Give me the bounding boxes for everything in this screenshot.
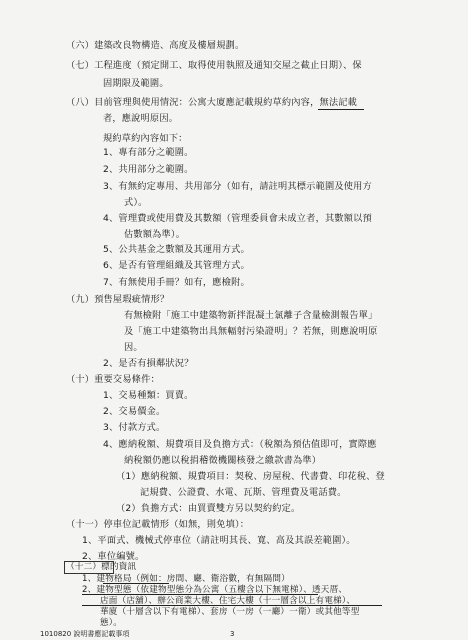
section-10-item-4-line-2: 納稅額仍應以稅捐稽徵機關核發之繳款書為準）: [124, 455, 322, 466]
bylaws-item-5: 5、公共基金之數額及其運用方式。: [103, 244, 250, 255]
section-12-item-2-line-1: 2、建物型態（依建物型態分為公寓（五樓含以下無電梯）、透天厝、: [82, 585, 348, 595]
section-11-heading: （十一）停車位記載情形（如無，則免填）：: [66, 519, 250, 530]
section-10-item-3: 3、付款方式。: [103, 422, 166, 433]
section-12-heading: （十二）標的資訊: [66, 562, 137, 572]
section-12-item-2-line-2: 店面（店舖）、辦公商業大樓、住宅大樓（十一層含以上有電梯）、: [100, 596, 356, 606]
section-9-item-1-line-2: 及「施工中建築物出具無輻射污染證明」？若無，則應說明原: [124, 326, 378, 337]
section-8-line-2: 者，應說明原因。: [103, 113, 179, 124]
bylaws-item-1: 1、專有部分之範圍。: [103, 147, 194, 158]
section-9-item-1-line-1: 有無檢附「施工中建築物新拌混凝土氯離子含量檢測報告單」: [124, 310, 378, 321]
underline-mark: [103, 583, 169, 584]
section-12-item-1: 1、建物格局（例如：房間、廳、衛浴數，有無隔間）: [82, 574, 290, 584]
bylaws-item-4-line-2: 估數額為準）。: [124, 229, 186, 240]
section-10-item-4-line-1: 4、應納稅額、規費項目及負擔方式：（稅額為預估值即可，實際應: [103, 439, 377, 450]
highlight-box: [64, 561, 114, 574]
bylaws-item-4-line-1: 4、管理費或使用費及其數額（管理委員會未成立者，其數額以預: [103, 213, 372, 224]
bylaws-item-3-line-1: 3、有無約定專用、共用部分（如有，請註明其標示範圍及使用方: [103, 181, 372, 192]
section-10-heading: （十）重要交易條件：: [66, 374, 160, 385]
section-12-item-2-line-4: 態）。: [100, 618, 123, 628]
underline-mark: [82, 594, 318, 595]
section-10-sub-1-line-1: （1）應納稅額、規費項目：契稅、房屋稅、代書費、印花稅、登: [116, 471, 385, 482]
bylaws-heading: 規約草約內容如下：: [103, 133, 188, 144]
section-7-line-1: （七）工程進度（預定開工、取得使用執照及通知交屋之截止日期）、保: [66, 60, 362, 71]
section-11-item-2: 2、車位編號。: [82, 551, 145, 562]
section-12-item-2-line-3: 華廈（十層含以下有電梯）、套房（一房（一廳）一衛）或其他等型: [100, 607, 360, 617]
bylaws-item-7: 7、有無使用手冊？如有，應檢附。: [103, 277, 250, 288]
section-11-item-1: 1、平面式、機械式停車位（請註明其長、寬、高及其誤差範圍）。: [82, 535, 356, 546]
footer-code: 1010820 說明書應記載事項: [40, 630, 130, 638]
section-9-heading: （九）預售屋瑕疵情形？: [66, 294, 170, 305]
bylaws-item-6: 6、是否有管理組織及其管理方式。: [103, 260, 250, 271]
section-6-line: （六）建築改良物構造、高度及樓層規劃。: [66, 40, 245, 51]
section-7-line-2: 固期限及範圍。: [103, 78, 169, 89]
bylaws-item-2: 2、共用部分之範圍。: [103, 164, 194, 175]
section-9-item-2: 2、是否有損鄰狀況？: [103, 358, 194, 369]
section-10-sub-2: （2）負擔方式：由買賣雙方另以契約約定。: [116, 503, 301, 514]
section-10-item-1: 1、交易種類：買賣。: [103, 390, 194, 401]
section-9-item-1-line-3: 因。: [124, 342, 143, 353]
underline-mark: [82, 605, 382, 606]
bylaws-item-3-line-2: 式）。: [124, 197, 148, 208]
section-10-item-2: 2、交易價金。: [103, 406, 166, 417]
section-8-line-1: （八）目前管理與使用情況：公寓大廈應記載規約草約內容，無法記載: [66, 97, 358, 108]
underline-mark: [318, 109, 364, 110]
section-10-sub-1-line-2: 記規費、公證費、水電、瓦斯、管理費及電話費。: [140, 487, 347, 498]
page-number: 3: [230, 630, 235, 638]
